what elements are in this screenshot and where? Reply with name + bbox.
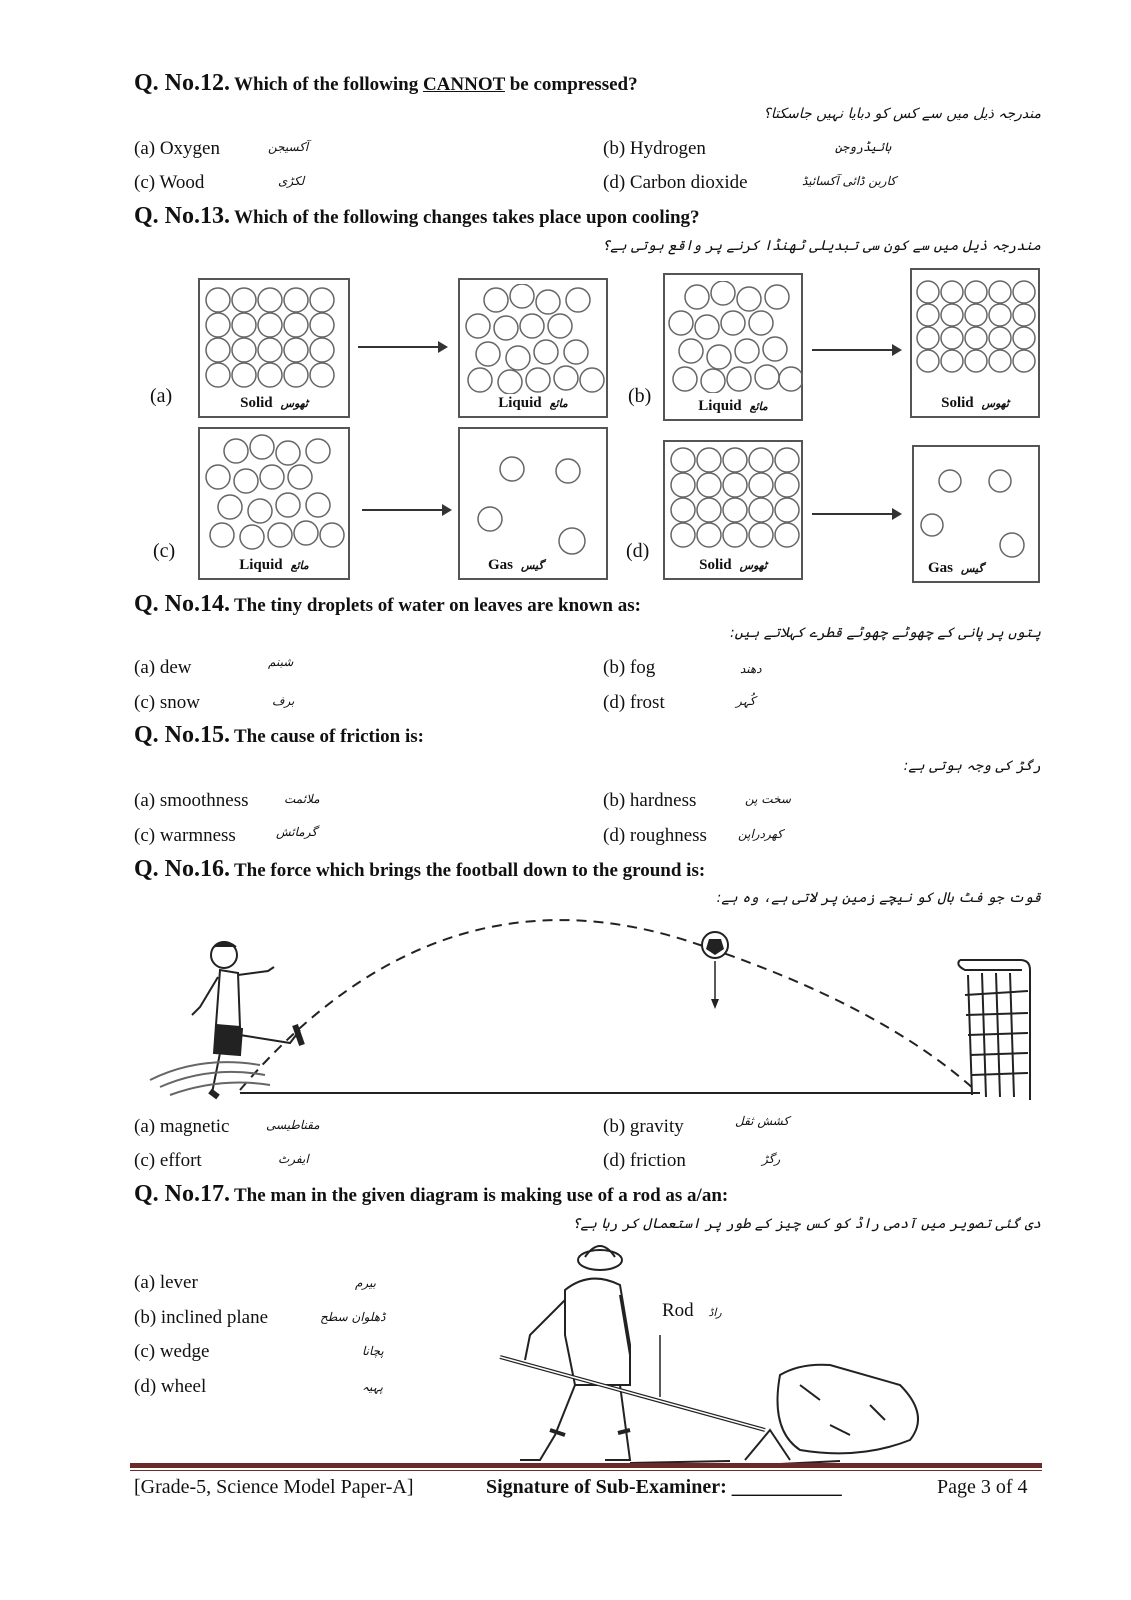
solid-particles-icon xyxy=(914,278,1040,388)
option-c[interactable]: (c) warmness xyxy=(134,825,236,846)
question-17-heading xyxy=(134,1181,728,1208)
footer-divider xyxy=(130,1463,1042,1468)
question-number: Q. No.16. xyxy=(134,856,230,882)
liquid-particles-icon xyxy=(462,284,608,394)
question-text: The tiny droplets of water on leaves are known as: xyxy=(234,595,641,616)
question-text: The force which brings the football down to the ground is: xyxy=(234,860,706,881)
football-icon xyxy=(702,932,728,958)
option-b[interactable]: (b) inclined plane xyxy=(134,1307,269,1328)
rock-icon xyxy=(745,1365,918,1460)
question-13-heading xyxy=(134,203,700,230)
arrow-right-icon xyxy=(812,349,900,351)
question-number: Q. No.15. xyxy=(134,722,230,748)
option-a-urdu: بیرم xyxy=(355,1276,377,1290)
option-a[interactable]: (a) smoothness xyxy=(134,790,249,811)
option-a-urdu: شبنم xyxy=(268,655,294,669)
panel-b-to-box xyxy=(910,268,1040,418)
rod-label: Rod راڈ xyxy=(662,1300,722,1321)
option-b-urdu: ڈھلوان سطح xyxy=(320,1310,386,1324)
panel-c-to-box xyxy=(458,427,608,580)
footer-page-number: Page 3 of 4 xyxy=(937,1476,1028,1498)
option-d[interactable]: (d) roughness xyxy=(603,825,707,846)
question-15-heading xyxy=(134,722,424,749)
option-a-urdu: ملائمت xyxy=(284,792,320,806)
panel-b-from-box xyxy=(663,273,803,421)
option-d-urdu: کھردراپن xyxy=(738,827,783,841)
option-d-urdu: رگڑ xyxy=(762,1152,781,1166)
option-c[interactable]: (c) effort xyxy=(134,1150,202,1171)
arrow-right-icon xyxy=(812,513,900,515)
question-text: The man in the given diagram is making use of a rod as a/an: xyxy=(234,1185,729,1206)
question-14-urdu: پتوں پر پانی کے چھوٹے چھوٹے قطرے کہلاتے ہیں: xyxy=(729,625,1041,641)
option-a-urdu: مقناطیسی xyxy=(266,1118,320,1132)
question-12-urdu: مندرجہ ذیل میں سے کس کو دبایا نہیں جاسکتا؟ xyxy=(763,106,1041,122)
option-b-urdu: ہائیڈروجن xyxy=(835,140,892,154)
panel-d-from-box xyxy=(663,440,803,580)
arrow-right-icon xyxy=(362,509,450,511)
option-a[interactable]: (a) Oxygen xyxy=(134,138,220,159)
boy-kicking-icon xyxy=(150,942,302,1097)
liquid-particles-icon xyxy=(202,433,350,553)
question-17-urdu: دی گئی تصویر میں آدمی راڈ کو کس چیز کے طور پر استعمال کر رہا ہے؟ xyxy=(572,1216,1041,1232)
gas-particles-icon xyxy=(462,431,608,561)
panel-d-from-label: Solid ٹھوس xyxy=(699,557,767,573)
question-number: Q. No.17. xyxy=(134,1181,230,1207)
option-d[interactable]: (d) Carbon dioxide xyxy=(603,172,748,193)
panel-b-letter[interactable]: (b) xyxy=(628,385,652,407)
panel-d-letter[interactable]: (d) xyxy=(626,540,650,562)
option-c-urdu: پچانا xyxy=(362,1344,384,1358)
question-text: Which of the following CANNOT be compressed? xyxy=(234,74,638,95)
option-d[interactable]: (d) friction xyxy=(603,1150,686,1171)
panel-a-to-box xyxy=(458,278,608,418)
question-text: Which of the following changes takes place upon cooling? xyxy=(234,207,700,228)
option-b[interactable]: (b) hardness xyxy=(603,790,697,811)
panel-c-from-label: Liquid مائع xyxy=(239,557,309,573)
goal-net-icon xyxy=(958,960,1030,1100)
panel-c-from-box xyxy=(198,427,350,580)
footer-signature-field: Signature of Sub-Examiner: ___________ xyxy=(486,1476,842,1498)
question-text: The cause of friction is: xyxy=(234,726,424,747)
option-c-urdu: لکڑی xyxy=(278,174,305,188)
solid-particles-icon xyxy=(202,286,350,396)
footer-divider-thin xyxy=(130,1470,1042,1471)
footer-paper-info: [Grade-5, Science Model Paper-A] xyxy=(134,1476,414,1498)
man-lever-rock-diagram xyxy=(480,1235,940,1465)
panel-a-from-label: Solid ٹھوس xyxy=(240,395,308,411)
panel-a-from-box xyxy=(198,278,350,418)
question-number: Q. No.14. xyxy=(134,591,230,617)
option-b-urdu: دھند xyxy=(740,662,762,676)
panel-a-to-label: Liquid مائع xyxy=(498,395,568,411)
option-b[interactable]: (b) gravity xyxy=(603,1116,684,1137)
panel-c-letter[interactable]: (c) xyxy=(153,540,176,562)
panel-b-from-label: Liquid مائع xyxy=(698,398,768,414)
option-c-urdu: گرمائش xyxy=(276,825,318,839)
panel-d-to-label: Gas گیس xyxy=(928,560,984,576)
option-b[interactable]: (b) Hydrogen xyxy=(603,138,706,159)
option-b-urdu: کشش ثقل xyxy=(735,1114,790,1128)
question-16-heading xyxy=(134,856,705,883)
football-trajectory-diagram xyxy=(140,915,1050,1105)
emphasis-word: CANNOT xyxy=(422,74,505,95)
panel-d-to-box xyxy=(912,445,1040,583)
option-a-urdu: آکسیجن xyxy=(268,140,309,154)
option-d[interactable]: (d) frost xyxy=(603,692,665,713)
option-c[interactable]: (c) Wood xyxy=(134,172,205,193)
option-a[interactable]: (a) lever xyxy=(134,1272,198,1293)
question-14-heading xyxy=(134,591,641,618)
option-b-urdu: سخت پن xyxy=(745,792,791,806)
option-d-urdu: کُہر xyxy=(736,694,756,708)
question-13-urdu: مندرجہ ذیل میں سے کون سی تبدیلی ٹھنڈا کرنے پر واقع ہوتی ہے؟ xyxy=(602,238,1041,254)
gas-particles-icon xyxy=(916,449,1040,569)
option-d[interactable]: (d) wheel xyxy=(134,1376,207,1397)
question-16-urdu: قوت جو فٹ بال کو نیچے زمین پر لاتی ہے، وہ ہے: xyxy=(716,890,1041,906)
question-number: Q. No.12. xyxy=(134,70,230,96)
option-c-urdu: برف xyxy=(272,694,295,708)
option-c[interactable]: (c) snow xyxy=(134,692,200,713)
option-d-urdu: پہیہ xyxy=(362,1380,384,1394)
option-d-urdu: کاربن ڈائی آکسائیڈ xyxy=(802,174,896,188)
option-b[interactable]: (b) fog xyxy=(603,657,656,678)
option-c[interactable]: (c) wedge xyxy=(134,1341,210,1362)
liquid-particles-icon xyxy=(667,281,803,393)
question-number: Q. No.13. xyxy=(134,203,230,229)
option-a[interactable]: (a) dew xyxy=(134,657,192,678)
option-c-urdu: ایفرٹ xyxy=(278,1152,309,1166)
question-15-urdu: رگڑ کی وجہ ہوتی ہے: xyxy=(903,758,1041,774)
option-a[interactable]: (a) magnetic xyxy=(134,1116,230,1137)
question-12-heading xyxy=(134,70,638,97)
panel-a-letter[interactable]: (a) xyxy=(150,385,173,407)
solid-particles-icon xyxy=(667,446,803,556)
panel-c-to-label: Gas گیس xyxy=(488,557,544,573)
panel-b-to-label: Solid ٹھوس xyxy=(941,395,1009,411)
arrow-right-icon xyxy=(358,346,446,348)
